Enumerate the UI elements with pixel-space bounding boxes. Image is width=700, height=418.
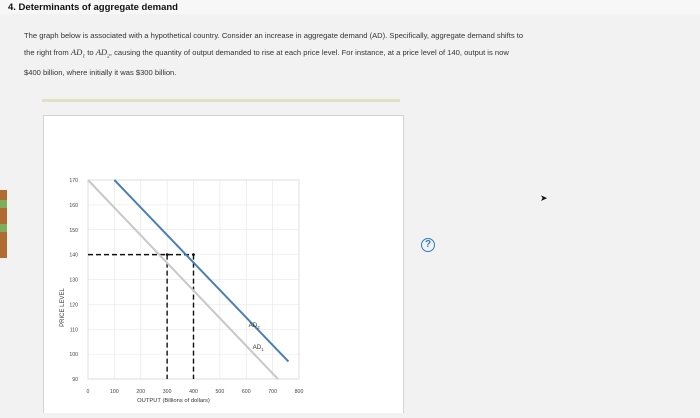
y-tick-label: 110 [69,327,78,334]
divider [42,99,400,102]
y-tick-label: 120 [69,302,78,309]
x-tick-label: 200 [136,389,146,395]
y-tick-label: 170 [69,178,78,184]
series-label-ad2: $AD_2$ [248,321,260,330]
intro-line-1: The graph below is associated with a hypothetical country. Consider an increase in aggregate demand (AD). Specifically, aggregate demand shifts to [24,31,524,40]
tick-labels [69,178,303,395]
question-title: 4. Determinants of aggregate demand [8,2,178,13]
x-tick-label: 600 [241,389,251,395]
guide-point [166,253,169,256]
x-tick-label: 0 [86,389,90,395]
graph-panel [43,115,432,413]
y-tick-label: 130 [69,277,78,284]
y-axis-label: PRICE LEVEL [60,288,66,327]
y-tick-label: 140 [69,252,78,259]
series-label-ad1: $AD_1$ [252,344,264,353]
x-tick-label: 500 [215,389,225,395]
window-edge [0,190,7,258]
x-tick-label: 400 [189,389,198,395]
y-tick-label: 90 [72,377,78,383]
question-text [24,28,624,81]
edge-segment [0,200,7,208]
y-tick-label: 160 [69,202,78,209]
y-tick-label: 150 [69,227,78,234]
y-tick-label: 100 [69,352,78,359]
guide-lines [88,253,195,379]
help-icon[interactable]: ? [421,238,435,252]
x-tick-label: 700 [268,389,277,395]
x-tick-label: 800 [294,389,304,395]
cursor-pointer-icon: ➤ [540,193,548,203]
edge-segment [0,224,7,232]
intro-line-3: $400 billion, where initially it was $300 billion. [24,67,177,77]
ad1-symbol: $AD_1$ [70,47,86,60]
guide-point [192,253,195,256]
x-tick-label: 100 [110,389,119,395]
ad2-symbol: $AD_2$ [95,47,110,60]
intro-line-2: the right from $AD_1$ to $AD_2$, causing the quantity of output demanded to rise at each price level. For instance, at a price level of 140, output is now [24,47,509,60]
x-tick-label: 300 [162,389,172,395]
ad-chart [44,116,403,413]
x-axis-label: OUTPUT (Billions of dollars) [137,398,210,404]
